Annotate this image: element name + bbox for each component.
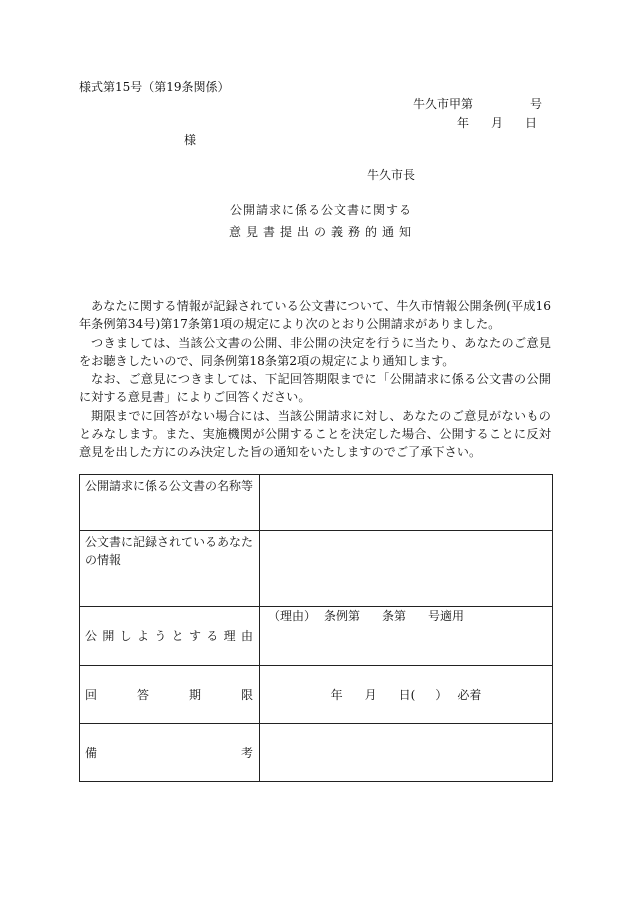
table-row-deadline [80,666,553,724]
reason-clause: 条第 [382,609,407,623]
value-disclosure-reason[interactable] [260,607,553,666]
notice-title-line1: 公開請求に係る公文書に関する [230,203,413,217]
label-char: 開 [102,629,115,643]
label-char: 理 [223,629,236,643]
label-char: 限 [240,687,253,702]
label-char: 公 [85,629,98,643]
notice-form-table [79,474,553,782]
sender-name: 牛久市長 [367,168,416,182]
value-recorded-info[interactable] [260,531,553,607]
date-day: 日 [525,116,538,130]
table-row-document-name [80,475,553,531]
label-response-deadline [80,666,260,724]
body-paragraph-2: つきましては、当該公文書の公開、非公開の決定を行うに当たり、あなたのご意見をお聴きしたいので、同条例第18条第2項の規定により通知します。 [79,335,551,368]
date-year: 年 [457,116,470,130]
reason-article: 条例第 [324,609,361,623]
body-paragraph-3: なお、ご意見につきましては、下記回答期限までに「公開請求に係る公文書の公開に対する意見書」によりご回答ください。 [79,372,551,405]
body-paragraph-1: あなたに関する情報が記録されている公文書について、牛久市情報公開条例(平成16年条例第34号)第17条第1項の規定により次のとおり公開請求がありました。 [79,299,551,332]
reason-item: 号適用 [428,609,465,623]
document-date [457,114,537,132]
notice-body [79,297,551,462]
label-recorded-info: 公文書に記録されているあなたの情報 [80,531,260,607]
label-char: 答 [136,687,149,702]
table-row-recorded-info [80,531,553,607]
label-char: し [119,629,132,643]
label-char: 期 [188,687,201,702]
deadline-year: 年 [330,687,343,702]
label-char: と [171,629,184,643]
label-remarks [80,724,260,782]
deadline-month: 月 [364,687,377,702]
label-char: す [188,629,201,643]
document-number-suffix: 号 [530,97,543,111]
label-char: 由 [240,629,253,643]
table-row-reason [80,607,553,666]
label-char: 考 [240,745,253,760]
label-char: 備 [85,745,98,760]
notice-title-line2: 意見書提出の義務的通知 [229,225,417,239]
reason-prefix: （理由） [268,609,317,623]
date-month: 月 [491,116,504,130]
label-char: 回 [85,687,98,702]
label-char: る [206,629,219,643]
label-char: う [154,629,167,643]
value-remarks[interactable] [260,724,553,782]
value-response-deadline[interactable] [260,666,553,724]
label-char: よ [136,629,149,643]
document-number-prefix: 牛久市甲第 [413,97,474,111]
deadline-arrive: 必着 [457,687,482,702]
deadline-paren-close: ） [435,687,448,702]
document-number [413,95,542,113]
label-disclosure-reason [80,607,260,666]
form-number: 様式第15号（第19条関係） [79,80,230,94]
label-document-name: 公開請求に係る公文書の名称等 [80,475,260,531]
body-paragraph-4: 期限までに回答がない場合には、当該公開請求に対し、あなたのご意見がないものとみなします。また、実施機関が公開することを決定した場合、公開することに反対意見を出した方にのみ決定した旨の通知をいたしますのでご了承下さい。 [79,408,551,460]
table-row-remarks [80,724,553,782]
recipient-honorific: 様 [184,133,197,147]
deadline-day: 日( [398,687,416,702]
value-document-name[interactable] [260,475,553,531]
